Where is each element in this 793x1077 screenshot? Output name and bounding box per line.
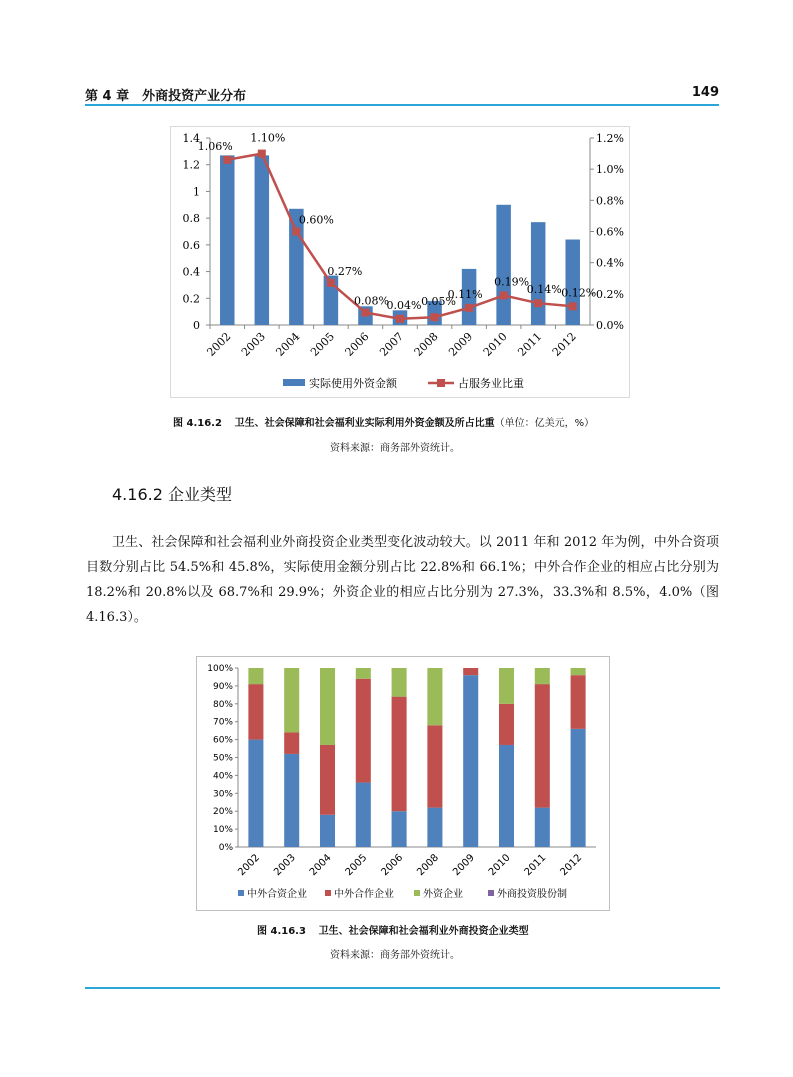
y-tick-label: 90% — [212, 681, 233, 692]
segment-2004-2 — [320, 668, 335, 745]
x-tick-label: 2008 — [411, 329, 441, 359]
segment-2005-0 — [356, 783, 371, 847]
figure-2-number: 图 4.16.3 — [257, 926, 306, 937]
left-tick-label: 0.8 — [182, 212, 200, 226]
line-marker-2008 — [431, 313, 439, 321]
segment-2003-0 — [284, 754, 299, 847]
y-tick-label: 50% — [212, 753, 233, 764]
figure-1-caption — [173, 414, 594, 429]
segment-2011-0 — [535, 808, 550, 847]
figure-2-caption — [257, 922, 529, 937]
y-tick-label: 30% — [212, 789, 233, 800]
y-tick-label: 100% — [207, 664, 233, 674]
segment-2002-2 — [248, 668, 263, 684]
combo-chart-fdi-amount — [170, 126, 630, 398]
page-number: 149 — [691, 85, 719, 100]
x-tick-label: 2003 — [238, 329, 268, 359]
data-label-2002: 1.06% — [197, 139, 233, 153]
data-label-2003: 1.10% — [250, 131, 286, 145]
left-tick-label: 0.4 — [182, 265, 200, 279]
data-label-2004: 0.60% — [298, 213, 334, 227]
legend-swatch-bars — [283, 379, 305, 386]
figure-1-title: 卫生、社会保障和社会福利业实际利用外资金额及所占比重 — [234, 418, 495, 429]
segment-2010-0 — [499, 745, 514, 847]
x-tick-label: 2009 — [451, 852, 477, 879]
x-tick-label: 2006 — [379, 852, 406, 879]
line-marker-2012 — [569, 302, 577, 310]
right-tick-label: 0.2% — [596, 287, 624, 301]
x-tick-label: 2005 — [343, 852, 370, 879]
line-marker-2005 — [327, 279, 335, 287]
right-tick-label: 0.4% — [596, 256, 624, 270]
right-tick-label: 0.8% — [596, 194, 624, 208]
figure-2-title: 卫生、社会保障和社会福利业外商投资企业类型 — [318, 926, 529, 937]
data-label-2007: 0.04% — [386, 298, 422, 312]
legend-marker-line — [437, 379, 445, 387]
segment-2002-1 — [248, 684, 263, 739]
y-tick-label: 60% — [212, 735, 233, 746]
right-tick-label: 0.6% — [596, 225, 624, 239]
data-label-2011: 0.14% — [526, 283, 562, 297]
x-tick-label: 2010 — [480, 329, 510, 359]
right-tick-label: 1.0% — [596, 163, 624, 177]
y-tick-label: 70% — [212, 717, 233, 728]
x-tick-label: 2003 — [272, 852, 298, 879]
segment-2005-1 — [356, 679, 371, 783]
body-paragraph: 卫生、社会保障和社会福利业外商投资企业类型变化波动较大。以 2011 年和 2012 年为例，中外合资项目数分别占比 54.5%和 45.8%，实际使用金额分别占比 22.8%和 66.1%；中外合作企业的相应占比分别为 18.2%和 20.8%以及 68.7%和 29.9%；外资企业的相应占比分别为 27.3%，33.3%和 8.5%，4.0%（图 4.16.3）。 — [86, 535, 719, 625]
figure-1-number: 图 4.16.2 — [173, 418, 222, 429]
segment-2009-1 — [463, 668, 478, 675]
x-tick-label: 2002 — [236, 852, 263, 879]
segment-2012-0 — [571, 729, 586, 847]
stacked-chart-enterprise-type — [196, 656, 610, 911]
x-tick-label: 2011 — [522, 852, 549, 879]
left-tick-label: 0.6 — [182, 238, 200, 252]
y-tick-label: 0% — [218, 843, 233, 853]
segment-2005-2 — [356, 668, 371, 679]
legend-swatch-3 — [488, 890, 494, 896]
segment-2008-0 — [427, 808, 442, 847]
line-marker-2007 — [396, 315, 404, 323]
x-tick-label: 2002 — [204, 329, 234, 359]
segment-2002-0 — [248, 740, 263, 847]
segment-2010-2 — [499, 668, 514, 704]
line-marker-2004 — [292, 228, 300, 236]
segment-2012-2 — [571, 668, 586, 675]
legend-label-1: 中外合作企业 — [334, 889, 394, 900]
y-tick-label: 10% — [212, 825, 233, 836]
segment-2012-1 — [571, 675, 586, 729]
segment-2008-2 — [427, 668, 442, 725]
left-tick-label: 1.2 — [182, 158, 200, 172]
segment-2011-2 — [535, 668, 550, 684]
legend-swatch-1 — [325, 890, 331, 896]
x-tick-label: 2005 — [308, 329, 338, 359]
left-tick-label: 1 — [193, 185, 200, 199]
left-tick-label: 0.2 — [182, 292, 200, 306]
segment-2004-1 — [320, 745, 335, 815]
right-tick-label: 1.2% — [596, 132, 624, 145]
line-marker-2011 — [534, 299, 542, 307]
line-marker-2002 — [223, 156, 231, 164]
right-tick-label: 0.0% — [596, 319, 624, 332]
segment-2008-1 — [427, 725, 442, 807]
x-tick-label: 2007 — [377, 329, 407, 359]
figure-1-unit: （单位：亿美元，%） — [494, 418, 595, 429]
data-label-2006: 0.08% — [353, 294, 389, 308]
segment-2006-2 — [392, 668, 407, 697]
y-tick-label: 80% — [212, 699, 233, 710]
legend-label-line: 占服务业比重 — [458, 377, 524, 390]
data-label-2010: 0.19% — [494, 275, 530, 289]
x-tick-label: 2008 — [415, 852, 442, 879]
segment-2011-1 — [535, 684, 550, 808]
segment-2003-1 — [284, 732, 299, 753]
footer-rule — [85, 987, 720, 989]
bar-2003 — [255, 155, 270, 325]
legend-label-2: 外资企业 — [423, 889, 463, 900]
y-tick-label: 40% — [212, 771, 233, 782]
left-tick-label: 0 — [193, 319, 200, 332]
line-marker-2009 — [465, 304, 473, 312]
bar-2012 — [565, 240, 580, 325]
figure-2-source: 资料来源：商务部外资统计。 — [330, 950, 460, 961]
segment-2003-2 — [284, 668, 299, 732]
bar-2002 — [220, 155, 235, 325]
segment-2010-1 — [499, 704, 514, 745]
legend-swatch-2 — [414, 890, 420, 896]
x-tick-label: 2010 — [486, 852, 513, 879]
left-tick-label: 1.4 — [182, 132, 200, 145]
legend-swatch-0 — [238, 890, 244, 896]
x-tick-label: 2004 — [307, 852, 334, 879]
figure-1-source: 资料来源：商务部外资统计。 — [330, 443, 460, 454]
bar-2010 — [496, 205, 511, 325]
x-tick-label: 2009 — [446, 329, 476, 359]
line-marker-2006 — [361, 309, 369, 317]
data-label-2008: 0.05% — [421, 295, 457, 309]
segment-2006-0 — [392, 811, 407, 847]
section-title: 4.16.2 企业类型 — [112, 485, 232, 504]
x-tick-label: 2012 — [558, 852, 585, 879]
segment-2009-0 — [463, 675, 478, 847]
page-header — [85, 84, 719, 106]
y-tick-label: 20% — [212, 807, 233, 818]
data-label-2009: 0.11% — [447, 287, 483, 301]
chapter-title: 第 4 章 外商投资产业分布 — [85, 89, 247, 104]
x-tick-label: 2012 — [549, 329, 579, 359]
segment-2006-1 — [392, 697, 407, 812]
x-tick-label: 2006 — [342, 329, 372, 359]
bar-2011 — [531, 222, 546, 325]
x-tick-label: 2011 — [515, 329, 545, 359]
legend-label-0: 中外合资企业 — [247, 889, 307, 900]
line-marker-2010 — [500, 291, 508, 299]
x-tick-label: 2004 — [273, 329, 303, 359]
data-label-2012: 0.12% — [561, 286, 597, 300]
legend-label-3: 外商投资股份制 — [497, 889, 567, 900]
data-label-2005: 0.27% — [327, 264, 363, 278]
legend-label-bars: 实际使用外资金额 — [309, 377, 397, 390]
line-marker-2003 — [258, 150, 266, 158]
segment-2004-0 — [320, 815, 335, 847]
